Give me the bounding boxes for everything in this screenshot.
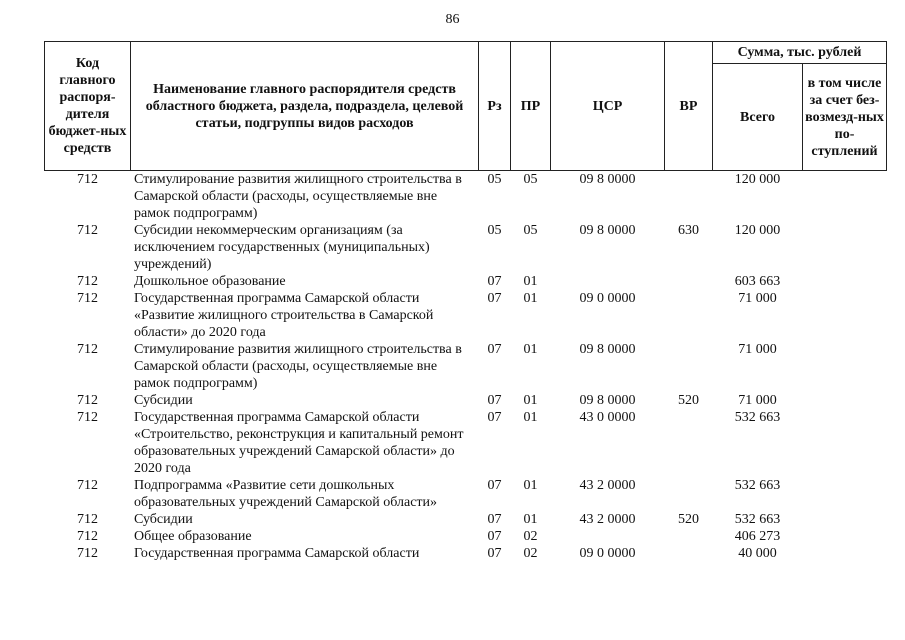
cell-pr: 01 bbox=[523, 410, 538, 425]
table-header bbox=[45, 42, 887, 171]
header-grants: в том числе за счет без-возмезд-ных по-ступлений bbox=[803, 64, 887, 171]
cell-grants bbox=[803, 171, 887, 223]
cell-total: 532 663 bbox=[734, 410, 781, 425]
cell-code: 712 bbox=[77, 512, 98, 527]
table-row bbox=[45, 290, 887, 341]
cell-grants bbox=[803, 222, 887, 273]
cell-vr: 520 bbox=[678, 393, 699, 408]
cell-name: Общее образование bbox=[134, 529, 252, 544]
cell-code: 712 bbox=[77, 291, 98, 306]
cell-rz: 07 bbox=[487, 393, 502, 408]
page-number: 86 bbox=[445, 12, 460, 27]
cell-code: 712 bbox=[77, 546, 98, 561]
header-csr: ЦСР bbox=[551, 42, 665, 171]
cell-pr: 01 bbox=[523, 478, 538, 493]
cell-rz: 07 bbox=[487, 342, 502, 357]
header-code: Код главного распоря-дителя бюджет-ных средств bbox=[45, 42, 131, 171]
cell-code: 712 bbox=[77, 478, 98, 493]
cell-grants bbox=[803, 290, 887, 341]
cell-pr: 01 bbox=[523, 291, 538, 306]
cell-rz: 07 bbox=[487, 512, 502, 527]
cell-total: 71 000 bbox=[738, 393, 777, 408]
cell-total: 532 663 bbox=[734, 512, 781, 527]
cell-grants bbox=[803, 341, 887, 392]
cell-vr bbox=[665, 477, 713, 511]
cell-pr: 01 bbox=[523, 512, 538, 527]
cell-name: Государственная программа Самарской области «Строительство, реконструкция и капитальный ремонт образовательных учреждений Самарской области» до 2020 года bbox=[134, 410, 464, 476]
cell-code: 712 bbox=[77, 410, 98, 425]
cell-rz: 07 bbox=[487, 529, 502, 544]
budget-table bbox=[44, 41, 887, 562]
cell-pr: 05 bbox=[523, 223, 538, 238]
cell-vr bbox=[665, 290, 713, 341]
cell-pr: 01 bbox=[523, 274, 538, 289]
cell-pr: 05 bbox=[523, 172, 538, 187]
table-row bbox=[45, 477, 887, 511]
cell-grants bbox=[803, 528, 887, 545]
cell-grants bbox=[803, 511, 887, 528]
cell-total: 532 663 bbox=[734, 478, 781, 493]
cell-grants bbox=[803, 392, 887, 409]
cell-rz: 07 bbox=[487, 546, 502, 561]
header-vr: ВР bbox=[665, 42, 713, 171]
table-row bbox=[45, 409, 887, 477]
cell-total: 120 000 bbox=[734, 223, 781, 238]
cell-name: Государственная программа Самарской области «Развитие жилищного строительства в Самарской области» до 2020 года bbox=[134, 291, 434, 340]
table-row bbox=[45, 273, 887, 290]
cell-name: Субсидии bbox=[134, 393, 193, 408]
cell-total: 406 273 bbox=[734, 529, 781, 544]
cell-csr: 43 0 0000 bbox=[579, 410, 636, 425]
cell-rz: 05 bbox=[487, 223, 502, 238]
cell-rz: 07 bbox=[487, 274, 502, 289]
header-rz: Рз bbox=[479, 42, 511, 171]
cell-vr bbox=[665, 273, 713, 290]
cell-code: 712 bbox=[77, 529, 98, 544]
header-name: Наименование главного распорядителя средств областного бюджета, раздела, подраздела, целевой статьи, подгруппы видов расходов bbox=[131, 42, 479, 171]
cell-rz: 07 bbox=[487, 291, 502, 306]
cell-name: Дошкольное образование bbox=[134, 274, 286, 289]
cell-grants bbox=[803, 477, 887, 511]
cell-code: 712 bbox=[77, 172, 98, 187]
table-body bbox=[45, 171, 887, 563]
cell-csr: 09 8 0000 bbox=[579, 393, 636, 408]
cell-grants bbox=[803, 409, 887, 477]
cell-total: 603 663 bbox=[734, 274, 781, 289]
cell-vr bbox=[665, 171, 713, 223]
cell-grants bbox=[803, 545, 887, 562]
cell-name: Государственная программа Самарской области bbox=[134, 546, 420, 561]
cell-vr bbox=[665, 528, 713, 545]
cell-pr: 01 bbox=[523, 342, 538, 357]
cell-rz: 07 bbox=[487, 410, 502, 425]
table-row bbox=[45, 545, 887, 562]
table-row bbox=[45, 528, 887, 545]
cell-name: Субсидии некоммерческим организациям (за исключением государственных (муниципальных) учреждений) bbox=[134, 223, 430, 272]
cell-total: 120 000 bbox=[734, 172, 781, 187]
cell-total: 40 000 bbox=[738, 546, 777, 561]
cell-csr bbox=[551, 528, 665, 545]
cell-total: 71 000 bbox=[738, 342, 777, 357]
cell-name: Субсидии bbox=[134, 512, 193, 527]
cell-vr bbox=[665, 341, 713, 392]
cell-rz: 07 bbox=[487, 478, 502, 493]
cell-pr: 01 bbox=[523, 393, 538, 408]
cell-grants bbox=[803, 273, 887, 290]
table-row bbox=[45, 511, 887, 528]
cell-csr: 43 2 0000 bbox=[579, 512, 636, 527]
table-row bbox=[45, 222, 887, 273]
cell-csr: 09 8 0000 bbox=[579, 172, 636, 187]
cell-vr bbox=[665, 545, 713, 562]
cell-code: 712 bbox=[77, 342, 98, 357]
cell-csr bbox=[551, 273, 665, 290]
cell-csr: 09 8 0000 bbox=[579, 223, 636, 238]
cell-code: 712 bbox=[77, 393, 98, 408]
cell-csr: 09 8 0000 bbox=[579, 342, 636, 357]
header-total: Всего bbox=[713, 64, 803, 171]
table-row bbox=[45, 171, 887, 223]
cell-vr: 520 bbox=[678, 512, 699, 527]
cell-csr: 43 2 0000 bbox=[579, 478, 636, 493]
cell-pr: 02 bbox=[523, 529, 538, 544]
cell-pr: 02 bbox=[523, 546, 538, 561]
cell-name: Подпрограмма «Развитие сети дошкольных образовательных учреждений Самарской области» bbox=[134, 478, 438, 510]
cell-total: 71 000 bbox=[738, 291, 777, 306]
cell-vr bbox=[665, 409, 713, 477]
cell-csr: 09 0 0000 bbox=[579, 291, 636, 306]
table-row bbox=[45, 341, 887, 392]
cell-code: 712 bbox=[77, 223, 98, 238]
header-sum-group: Сумма, тыс. рублей bbox=[713, 42, 887, 64]
header-pr: ПР bbox=[511, 42, 551, 171]
table-row bbox=[45, 392, 887, 409]
cell-name: Стимулирование развития жилищного строительства в Самарской области (расходы, осуществляемые вне рамок подпрограмм) bbox=[134, 172, 462, 221]
cell-csr: 09 0 0000 bbox=[579, 546, 636, 561]
cell-rz: 05 bbox=[487, 172, 502, 187]
cell-code: 712 bbox=[77, 274, 98, 289]
cell-vr: 630 bbox=[678, 223, 699, 238]
cell-name: Стимулирование развития жилищного строительства в Самарской области (расходы, осуществляемые вне рамок подпрограмм) bbox=[134, 342, 462, 391]
